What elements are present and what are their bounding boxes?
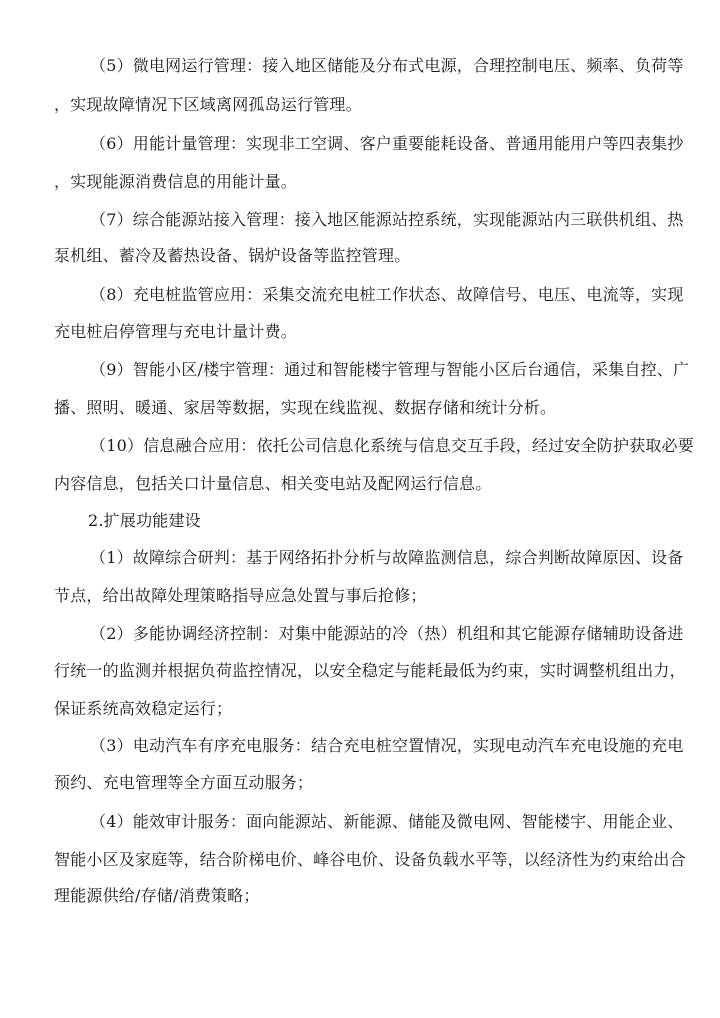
paragraph-line: 智能小区及家庭等，结合阶梯电价、峰谷电价、设备负载水平等，以经济性为约束给出合 (54, 850, 686, 869)
paragraph-line: （2）多能协调经济控制：对集中能源站的冷（热）机组和其它能源存储辅助设备进 (90, 624, 684, 643)
paragraph-line: （10）信息融合应用：依托公司信息化系统与信息交互手段，经过安全防护获取必要 (90, 436, 694, 455)
paragraph-line: 行统一的监测并根据负荷监控情况，以安全稳定与能耗最低为约束，实时调整机组出力， (54, 661, 686, 680)
paragraph-line: （4）能效审计服务：面向能源站、新能源、储能及微电网、智能楼宇、用能企业、 (90, 812, 684, 831)
paragraph-line: （7）综合能源站接入管理：接入地区能源站控系统，实现能源站内三联供机组、热 (90, 210, 684, 229)
paragraph-line: （6）用能计量管理：实现非工空调、客户重要能耗设备、普通用能用户等四表集抄 (90, 134, 684, 153)
paragraph-line: （3）电动汽车有序充电服务：结合充电桩空置情况，实现电动汽车充电设施的充电 (90, 736, 684, 755)
paragraph-line: 预约、充电管理等全方面互动服务； (54, 773, 314, 792)
paragraph-line: 充电桩启停管理与充电计量计费。 (54, 322, 298, 341)
paragraph-line: （5）微电网运行管理：接入地区储能及分布式电源，合理控制电压、频率、负荷等 (90, 56, 684, 75)
paragraph-line: （9）智能小区/楼宇管理：通过和智能楼宇管理与智能小区后台通信，采集自控、广 (90, 360, 690, 379)
paragraph-line: 节点，给出故障处理策略指导应急处置与事后抢修； (54, 586, 427, 605)
paragraph-line: 泵机组、蓄冷及蓄热设备、锅炉设备等监控管理。 (54, 246, 411, 265)
paragraph-line: （8）充电桩监管应用：采集交流充电桩工作状态、故障信号、电压、电流等，实现 (90, 285, 684, 304)
paragraph-line: 内容信息，包括关口计量信息、相关变电站及配网运行信息。 (54, 474, 492, 493)
paragraph-line: ，实现能源消费信息的用能计量。 (54, 172, 298, 191)
paragraph-line: ，实现故障情况下区域离网孤岛运行管理。 (54, 95, 362, 114)
section-heading: 2.扩展功能建设 (88, 511, 201, 530)
paragraph-line: 理能源供给/存储/消费策略； (54, 886, 260, 905)
paragraph-line: 保证系统高效稳定运行； (54, 699, 233, 718)
paragraph-line: 播、照明、暖通、家居等数据，实现在线监视、数据存储和统计分析。 (54, 398, 557, 417)
paragraph-line: （1）故障综合研判：基于网络拓扑分析与故障监测信息，综合判断故障原因、设备 (90, 548, 684, 567)
